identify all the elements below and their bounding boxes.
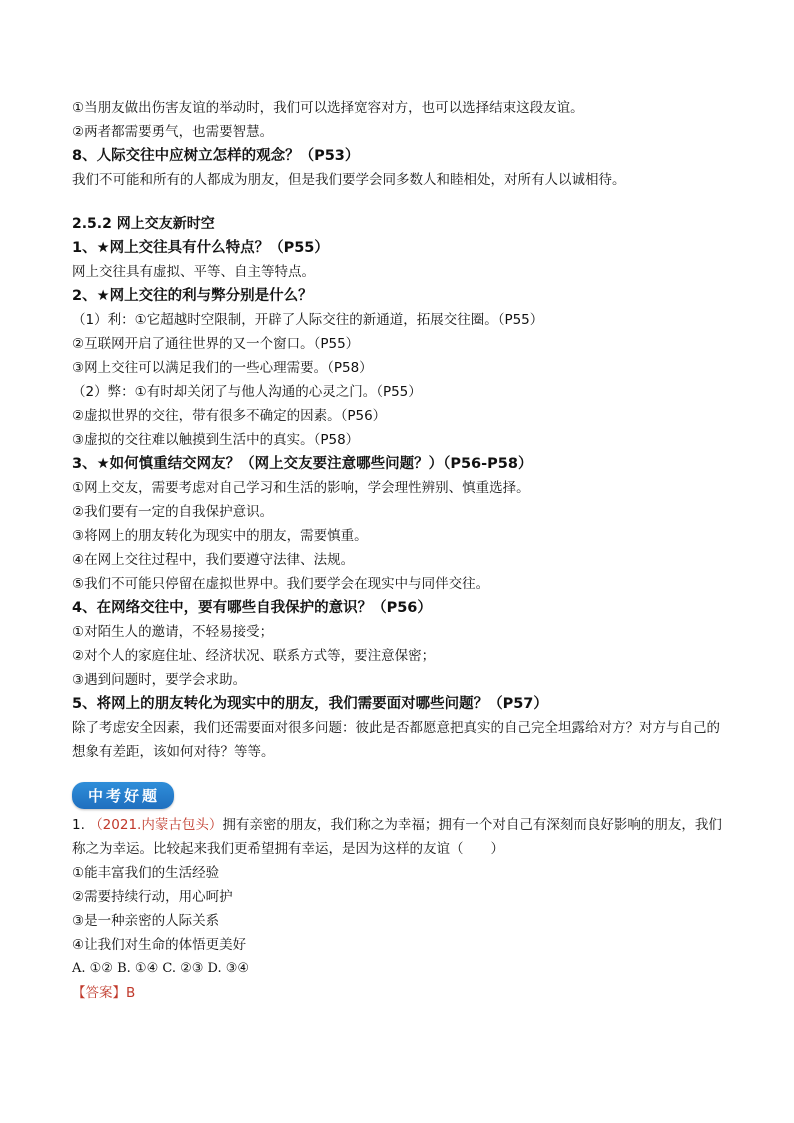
question-title: 1、★网上交往具有什么特点？（P55）: [72, 240, 329, 256]
question-title: 5、将网上的朋友转化为现实中的朋友，我们需要面对哪些问题？（P57）: [72, 696, 548, 712]
exam-item: ①能丰富我们的生活经验: [72, 865, 220, 881]
text-line: ①当朋友做出伤害友谊的举动时，我们可以选择宽容对方，也可以选择结束这段友谊。: [72, 100, 584, 116]
exam-item: ②需要持续行动，用心呵护: [72, 889, 233, 905]
answer-text: 除了考虑安全因素，我们还需要面对很多问题：彼此是否都愿意把真实的自己完全坦露给对方？对方与自己的想象有差距，该如何对待？等等。: [72, 720, 720, 760]
list-item: ⑤我们不可能只停留在虚拟世界中。我们要学会在现实中与同伴交往。: [72, 576, 490, 592]
section-heading: 2.5.2 网上交友新时空: [72, 216, 215, 232]
answer-value: B: [126, 985, 136, 1001]
question-title: 3、★如何慎重结交网友？（网上交友要注意哪些问题？）（P56-P58）: [72, 456, 533, 472]
exam-item: ④让我们对生命的体悟更美好: [72, 937, 247, 953]
question-title: 8、人际交往中应树立怎样的观念？（P53）: [72, 148, 360, 164]
list-item: ②互联网开启了通往世界的又一个窗口。（P55）: [72, 336, 360, 352]
question-title: 2、★网上交往的利与弊分别是什么？: [72, 288, 313, 304]
list-item: ③将网上的朋友转化为现实中的朋友，需要慎重。: [72, 528, 368, 544]
document-page: [72, 96, 732, 1005]
answer-text: 我们不可能和所有的人都成为朋友，但是我们要学会同多数人和睦相处，对所有人以诚相待。: [72, 172, 626, 188]
list-item: ①网上交友，需要考虑对自己学习和生活的影响，学会理性辨别、慎重选择。: [72, 480, 530, 496]
exam-question-stem: [72, 813, 732, 861]
list-item: ④在网上交往过程中，我们要遵守法律、法规。: [72, 552, 355, 568]
list-item: ②对个人的家庭住址、经济状况、联系方式等，要注意保密；: [72, 648, 436, 664]
exam-item: ③是一种亲密的人际关系: [72, 913, 220, 929]
question-source: （2021.内蒙古包头）: [89, 817, 223, 833]
answer-label: 【答案】: [72, 985, 126, 1001]
list-item: ①对陌生人的邀请，不轻易接受；: [72, 624, 274, 640]
list-item: ③虚拟的交往难以触摸到生活中的真实。（P58）: [72, 432, 360, 448]
question-stem-text: 拥有亲密的朋友，我们称之为幸福；拥有一个对自己有深刻而良好影响的朋友，我们称之为幸运。比较起来我们更希望拥有幸运，是因为这样的友谊（ ）: [72, 817, 722, 857]
exam-options: A. ①② B. ①④ C. ②③ D. ③④: [72, 961, 250, 976]
text-line: ②两者都需要勇气，也需要智慧。: [72, 124, 274, 140]
list-item: ②我们要有一定的自我保护意识。: [72, 504, 274, 520]
exam-answer: [72, 981, 732, 1005]
answer-text: 网上交往具有虚拟、平等、自主等特点。: [72, 264, 315, 280]
list-item: ③网上交往可以满足我们的一些心理需要。（P58）: [72, 360, 373, 376]
list-item: （1）利：①它超越时空限制，开辟了人际交往的新通道，拓展交往圈。（P55）: [72, 312, 544, 328]
exam-section-badge: 中考好题: [72, 782, 174, 809]
list-item: ②虚拟世界的交往，带有很多不确定的因素。（P56）: [72, 408, 387, 424]
question-number: 1.: [72, 817, 85, 833]
question-title: 4、在网络交往中，要有哪些自我保护的意识？（P56）: [72, 600, 432, 616]
list-item: ③遇到问题时，要学会求助。: [72, 672, 247, 688]
list-item: （2）弊：①有时却关闭了与他人沟通的心灵之门。（P55）: [72, 384, 422, 400]
